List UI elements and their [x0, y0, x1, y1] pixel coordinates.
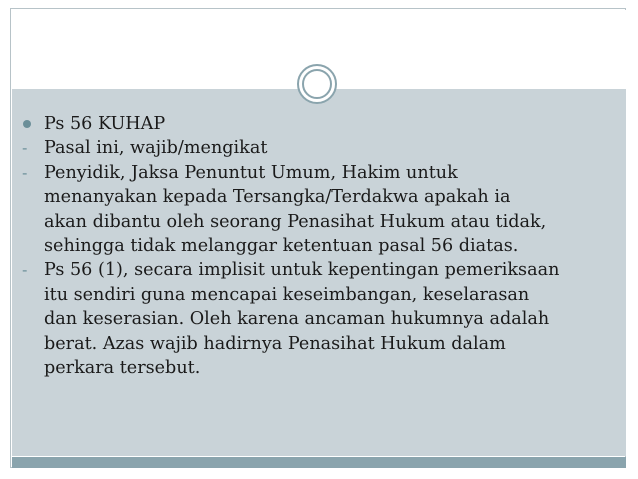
item-line: akan dibantu oleh seorang Penasihat Hukum atau tidak, [44, 211, 547, 232]
item-line: menanyakan kepada Tersangka/Terdakwa apakah ia [44, 187, 511, 208]
dash-marker: - [22, 163, 28, 182]
bullet-icon [23, 120, 31, 128]
item-line: Ps 56 (1), secara implisit untuk kepentingan pemeriksaan [44, 260, 560, 281]
item-line: sehingga tidak melanggar ketentuan pasal 56 diatas. [44, 236, 519, 257]
item-line: perkara tersebut. [44, 358, 201, 379]
item-line: Ps 56 KUHAP [44, 114, 166, 134]
item-line: Pasal ini, wajib/mengikat [44, 138, 268, 159]
item-line: dan keserasian. Oleh karena ancaman hukumnya adalah [44, 309, 550, 330]
item-line: itu sendiri guna mencapai keseimbangan, keselarasan [44, 284, 530, 305]
item-line: berat. Azas wajib hadirnya Penasihat Hukum dalam [44, 333, 506, 354]
dash-marker: - [22, 261, 28, 280]
list-item [20, 112, 620, 136]
slide-text [20, 112, 620, 380]
footer-band [12, 457, 626, 468]
list-item [20, 136, 620, 160]
list-item [20, 161, 620, 259]
list-item [20, 258, 620, 380]
double-circle-icon [296, 63, 338, 105]
item-line: Penyidik, Jaksa Penuntut Umum, Hakim untuk [44, 162, 458, 183]
dash-marker: - [22, 139, 28, 158]
